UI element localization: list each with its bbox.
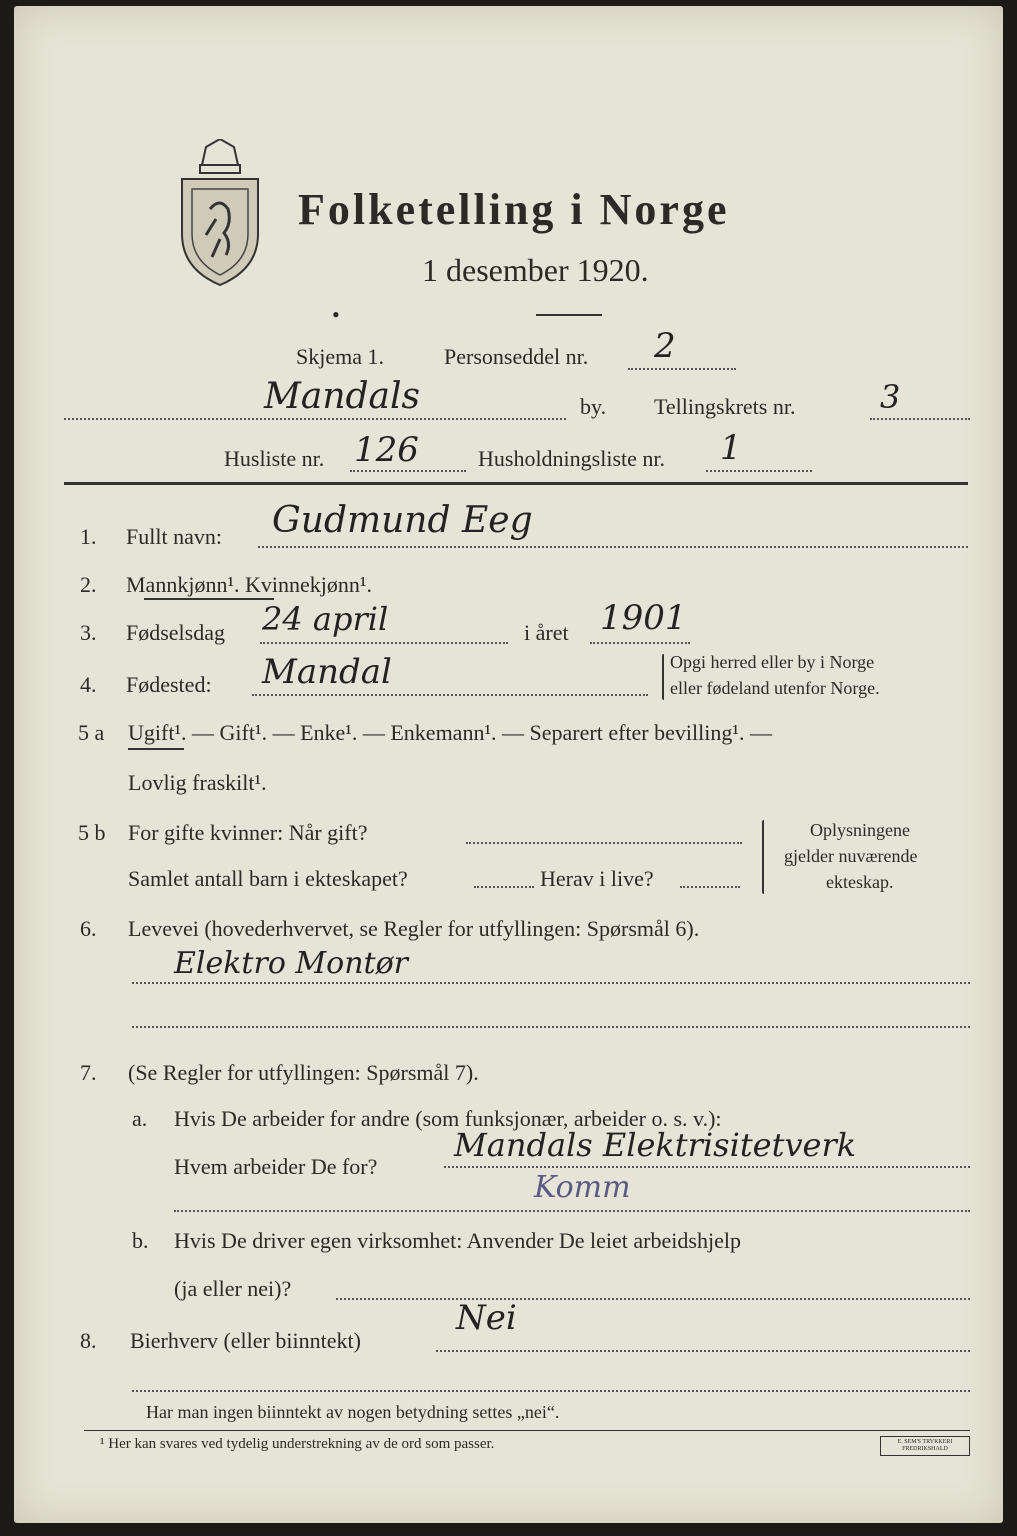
q7b-line1: Hvis De driver egen virksomhet: Anvender De leiet arbeidshjelp	[174, 1228, 741, 1253]
q4-value: Mandal	[262, 652, 392, 692]
husliste-line	[350, 470, 466, 472]
q5b-line2b: Herav i live?	[540, 866, 654, 891]
q5b-number: 5 b	[78, 820, 106, 845]
q1-value: Gudmund Eeg	[272, 500, 533, 541]
q3-year-line	[590, 642, 690, 644]
footer-note: Har man ingen biinntekt av nogen betydning settes „nei“.	[146, 1402, 560, 1422]
q5b-note-2: gjelder nuværende	[784, 846, 918, 866]
q8-number: 8.	[80, 1328, 97, 1353]
q3-date-line	[260, 642, 508, 644]
q5a-line2: Lovlig fraskilt¹.	[128, 770, 267, 795]
q7a-value-2: Komm	[534, 1170, 631, 1205]
by-label: by.	[580, 394, 607, 419]
tellingskrets-value: 3	[880, 378, 901, 416]
personseddel-value: 2	[654, 326, 676, 366]
q4-label: Fødested:	[126, 672, 212, 697]
personseddel-label: Personseddel nr.	[444, 344, 589, 369]
q2-label: Mannkjønn¹. Kvinnekjønn¹.	[126, 572, 373, 597]
q8-value: Nei	[456, 1298, 517, 1338]
q4-brace	[662, 654, 664, 700]
husliste-label: Husliste nr.	[224, 446, 325, 471]
q7-number: 7.	[80, 1060, 97, 1085]
q7b-line2: (ja eller nei)?	[174, 1276, 292, 1301]
title-divider	[536, 314, 602, 316]
q7a-value: Mandals Elektrisitetverk	[454, 1126, 857, 1164]
census-form-sheet	[14, 6, 1003, 1523]
q6-number: 6.	[80, 916, 97, 941]
q7a-line	[444, 1166, 970, 1168]
q5b-line1: For gifte kvinner: Når gift?	[128, 820, 368, 845]
q7b-line	[336, 1298, 970, 1300]
q7b-letter: b.	[132, 1228, 149, 1253]
q8-label: Bierhverv (eller biinntekt)	[130, 1328, 361, 1353]
husliste-value: 126	[354, 430, 419, 470]
skjema-label: Skjema 1.	[296, 344, 384, 369]
census-date: 1 desember 1920.	[422, 252, 649, 288]
town-value: Mandals	[264, 376, 421, 417]
tellingskrets-label: Tellingskrets nr.	[654, 394, 796, 419]
q5a-number: 5 a	[78, 720, 105, 745]
q1-label: Fullt navn:	[126, 524, 222, 549]
footnote: ¹ Her kan svares ved tydelig understrekning av de ord som passer.	[100, 1436, 495, 1452]
q6-line-2	[132, 1026, 970, 1028]
husholdning-label: Husholdningsliste nr.	[478, 446, 666, 471]
q7a-line1: Hvis De arbeider for andre (som funksjonær, arbeider o. s. v.):	[174, 1106, 722, 1131]
q7a-line-2	[174, 1210, 970, 1212]
q8-line	[436, 1350, 970, 1352]
q5b-alive-line	[680, 886, 740, 888]
footer-divider	[84, 1430, 970, 1431]
q6-value: Elektro Montør	[174, 946, 408, 981]
q7a-line2: Hvem arbeider De for?	[174, 1154, 378, 1179]
q3-label: Fødselsdag	[126, 620, 225, 645]
q3-number: 3.	[80, 620, 97, 645]
coat-of-arms-icon	[176, 139, 264, 289]
q2-number: 2.	[80, 572, 97, 597]
q5b-note-3: ekteskap.	[826, 872, 894, 892]
form-title: Folketelling i Norge	[298, 185, 730, 234]
q2-underline	[144, 598, 274, 600]
personseddel-line	[628, 368, 736, 370]
q5a-line1: Ugift¹. — Gift¹. — Enke¹. — Enkemann¹. — Separert efter bevilling¹. —	[128, 720, 772, 745]
q6-label: Levevei (hovederhvervet, se Regler for utfyllingen: Spørsmål 6).	[128, 916, 700, 941]
q3-year-label: i året	[524, 620, 569, 645]
q6-line-1	[132, 982, 970, 984]
tellingskrets-line	[870, 418, 970, 420]
q8-line-2	[132, 1390, 970, 1392]
q1-number: 1.	[80, 524, 97, 549]
q1-line	[258, 546, 968, 548]
q5b-brace	[762, 820, 764, 894]
q7-label: (Se Regler for utfyllingen: Spørsmål 7).	[128, 1060, 479, 1085]
q3-year-value: 1901	[600, 598, 687, 638]
q4-note-2: eller fødeland utenfor Norge.	[670, 678, 880, 698]
q5b-married-line	[466, 842, 742, 844]
q5b-note-1: Oplysningene	[810, 820, 910, 840]
q5b-line2a: Samlet antall barn i ekteskapet?	[128, 866, 408, 891]
q3-value: 24 april	[262, 600, 389, 638]
town-line	[64, 418, 566, 420]
header-divider	[64, 482, 968, 485]
q5b-children-line	[474, 886, 534, 888]
q4-note-1: Opgi herred eller by i Norge	[670, 652, 875, 672]
q5a-underline	[128, 748, 184, 750]
husholdning-line	[706, 470, 812, 472]
q4-line	[252, 694, 648, 696]
printer-stamp: E. SEM'S TRYKKERI FREDRIKSHALD	[880, 1436, 970, 1456]
q7a-letter: a.	[132, 1106, 148, 1131]
q4-number: 4.	[80, 672, 97, 697]
bullet-mark: •	[332, 302, 340, 327]
husholdning-value: 1	[720, 428, 742, 468]
